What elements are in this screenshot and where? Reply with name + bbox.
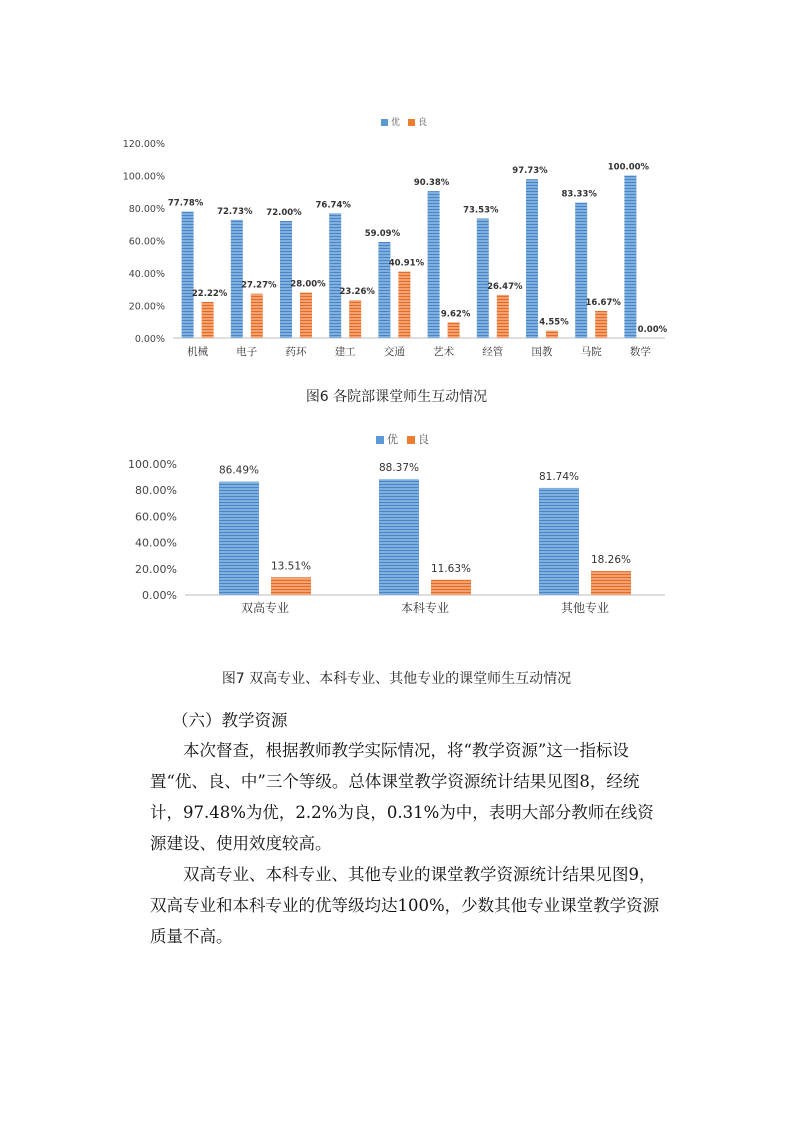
y-tick-label: 100.00% <box>122 171 165 183</box>
section-body <box>150 735 670 952</box>
legend-label-0: 优 <box>387 433 398 446</box>
data-label-you: 90.38% <box>413 178 450 189</box>
y-tick-label: 40.00% <box>128 269 165 280</box>
legend-swatch-0 <box>376 436 384 444</box>
data-label-you: 83.33% <box>561 189 597 200</box>
y-tick-label: 80.00% <box>135 484 177 498</box>
data-label-liang: 0.00% <box>637 325 668 335</box>
data-label-liang: 4.55% <box>539 317 569 328</box>
category-label: 马院 <box>580 346 602 358</box>
bar-liang <box>251 294 263 338</box>
data-label-liang: 16.67% <box>585 297 621 308</box>
category-label: 其他专业 <box>560 601 610 615</box>
data-label-liang: 23.26% <box>339 287 375 298</box>
bar-you <box>182 212 194 338</box>
category-label: 经管 <box>482 346 504 358</box>
bar-liang <box>546 331 558 338</box>
bar-liang <box>497 295 509 338</box>
bar-you <box>624 176 636 339</box>
category-label: 电子 <box>236 346 258 358</box>
data-label-you: 76.74% <box>315 200 351 211</box>
category-label: 数学 <box>629 346 651 358</box>
data-label-you: 77.78% <box>167 198 204 209</box>
data-label-you: 72.00% <box>266 208 302 218</box>
data-label-you: 97.73% <box>512 166 548 177</box>
category-label: 本科专业 <box>400 601 450 615</box>
y-tick-label: 20.00% <box>128 301 165 313</box>
y-tick-label: 100.00% <box>128 458 177 471</box>
bar-you <box>539 488 579 595</box>
paragraph-1: 本次督查，根据教师教学实际情况，将“教学资源”这一指标设置“优、良、中”三个等级。总体课堂教学资源统计结果见图8，经统计，97.48%为优，2.2%为良，0.31%为中，表明大部分教师在线资源建设、使用效度较高。 <box>150 741 654 853</box>
category-label: 艺术 <box>433 346 455 358</box>
bar-you <box>428 191 440 338</box>
y-tick-label: 120.00% <box>122 139 165 150</box>
bar-you <box>379 479 419 595</box>
category-label: 机械 <box>187 346 209 358</box>
legend-label-1: 良 <box>418 433 429 446</box>
y-tick-label: 0.00% <box>134 334 165 345</box>
y-tick-label: 20.00% <box>135 562 177 576</box>
paragraph-2: 双高专业、本科专业、其他专业的课堂教学资源统计结果见图9，双高专业和本科专业的优等级均达100%，少数其他专业课堂教学资源质量不高。 <box>150 865 660 946</box>
data-label-liang: 27.27% <box>241 280 277 291</box>
y-tick-label: 60.00% <box>135 510 177 524</box>
y-tick-label: 80.00% <box>128 204 165 215</box>
bar-you <box>219 482 259 595</box>
bar-liang <box>202 302 214 338</box>
figure6-caption: 图6 各院部课堂师生互动情况 <box>305 389 488 405</box>
bar-you <box>378 242 390 338</box>
bar-liang <box>349 300 361 338</box>
data-label-you: 86.49% <box>218 464 260 477</box>
legend-label-1: 良 <box>418 118 428 128</box>
legend-swatch-1 <box>408 119 415 126</box>
data-label-liang: 26.47% <box>487 281 523 292</box>
bar-liang <box>398 272 410 338</box>
bar-you <box>526 179 538 338</box>
bar-liang <box>448 322 460 338</box>
data-label-liang: 11.63% <box>430 562 472 575</box>
bar-liang <box>431 580 471 595</box>
category-label: 双高专业 <box>240 601 290 615</box>
bar-liang <box>591 571 631 595</box>
y-tick-label: 60.00% <box>128 236 165 248</box>
data-label-liang: 22.22% <box>191 288 228 299</box>
figure6-chart <box>0 0 793 370</box>
bar-you <box>231 220 243 338</box>
data-label-you: 72.73% <box>217 206 253 217</box>
data-label-you: 88.37% <box>378 462 420 475</box>
section-heading: （六）教学资源 <box>172 711 288 730</box>
data-label-you: 81.74% <box>538 470 580 483</box>
y-tick-label: 0.00% <box>142 589 177 602</box>
legend-swatch-0 <box>381 119 388 126</box>
category-label: 建工 <box>334 346 356 358</box>
data-label-liang: 18.26% <box>590 554 632 567</box>
category-label: 交通 <box>383 346 405 358</box>
data-label-liang: 28.00% <box>290 279 326 290</box>
bar-liang <box>595 311 607 338</box>
bar-you <box>477 219 489 338</box>
data-label-liang: 13.51% <box>270 560 312 573</box>
data-label-liang: 40.91% <box>388 258 425 269</box>
y-tick-label: 40.00% <box>135 536 177 550</box>
legend-swatch-1 <box>407 436 415 444</box>
data-label-you: 73.53% <box>463 205 499 216</box>
legend-label-0: 优 <box>391 118 401 128</box>
data-label-you: 100.00% <box>607 162 650 173</box>
bar-you <box>329 213 341 338</box>
bar-liang <box>271 577 311 595</box>
data-label-liang: 9.62% <box>440 309 471 320</box>
figure7-chart <box>0 425 793 625</box>
category-label: 国教 <box>531 346 553 358</box>
bar-liang <box>300 293 312 339</box>
figure7-caption: 图7 双高专业、本科专业、其他专业的课堂师生互动情况 <box>221 671 572 687</box>
bar-you <box>575 203 587 338</box>
category-label: 药环 <box>285 346 307 358</box>
data-label-you: 59.09% <box>364 228 401 239</box>
